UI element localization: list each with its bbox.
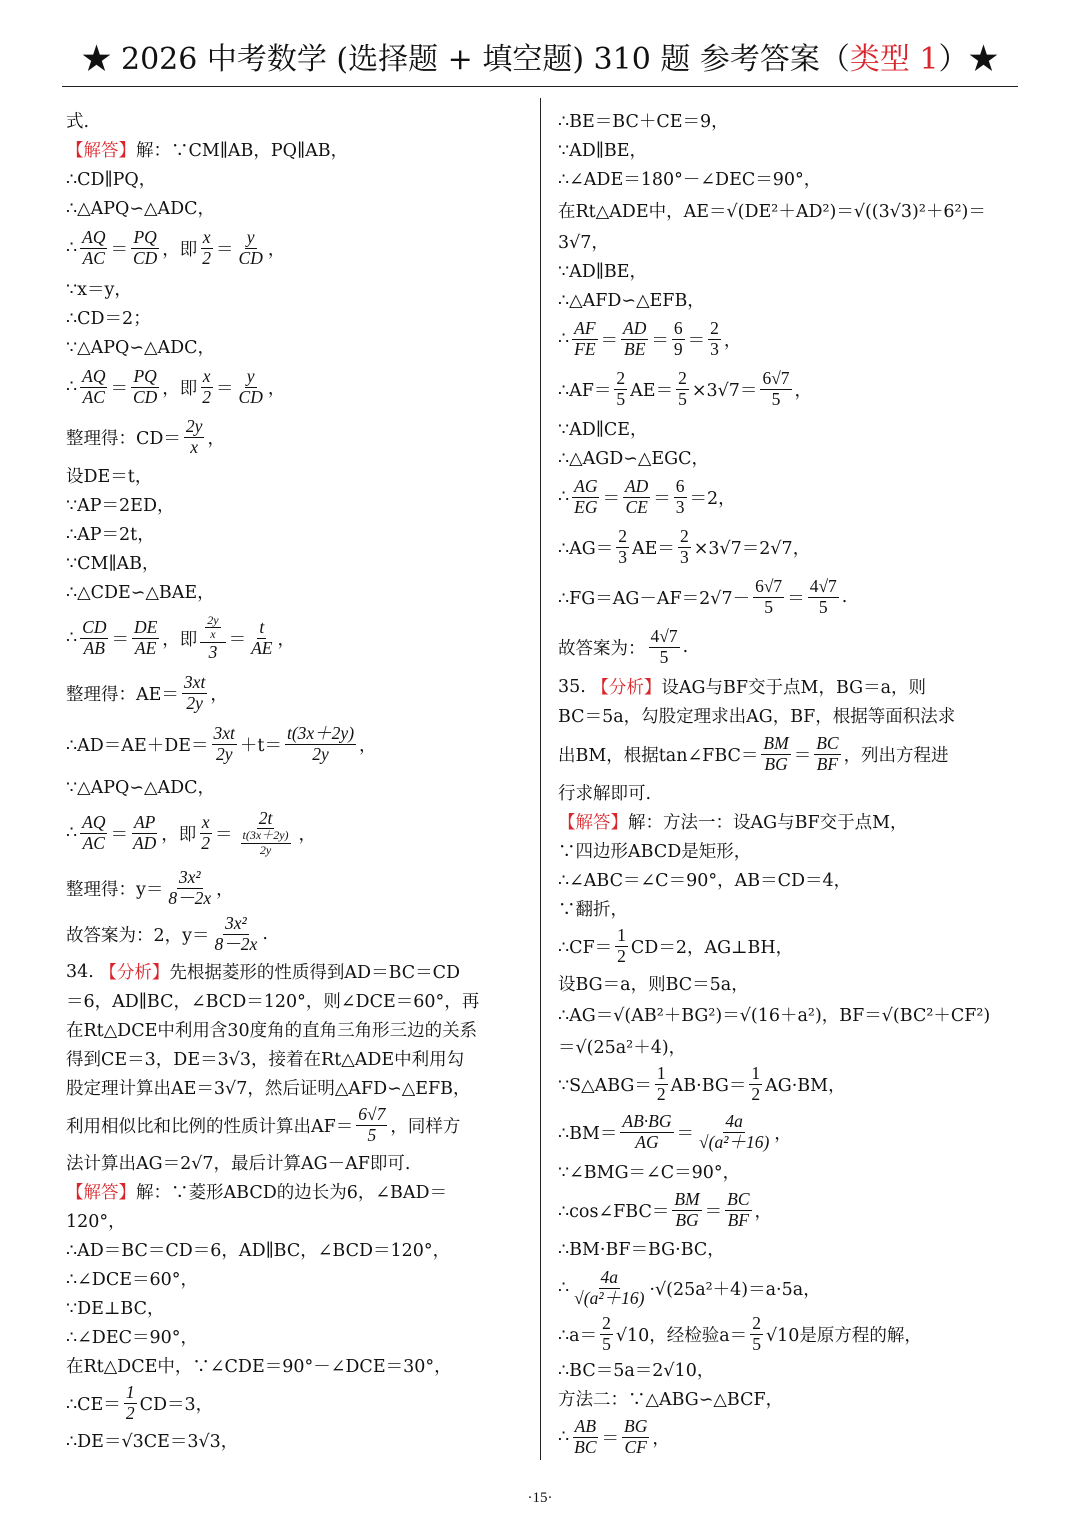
fraction: $\frac{y}{CD}$ [238,366,263,407]
line: ∴ $\frac{AQ}{AC}$ ＝ $\frac{PQ}{CD}$ ，即 $\frac{x}{2}$ ＝ $\frac{y}{CD}$ ， [66,366,286,407]
fraction: $\frac{6√7}{5}$ [762,368,790,409]
line: ∴AP＝2t， [66,525,155,545]
fraction: $\frac{t}{AE}$ [251,617,273,658]
line: 利用相似比和比例的性质计算出AF＝ $\frac{6√7}{5}$ ，同样方 [66,1104,461,1145]
fraction: $\frac{2}{3}$ [679,526,689,567]
line: 整理得：y＝ $\frac{\text{3x²}}{8-2x}$ ， [66,867,234,908]
line: ∵AD∥BE， [558,141,648,161]
line: ∴BM＝ $\frac{AB\cdot BG}{AG}$ ＝ $\frac{4a}{\text{√(a²＋16)}}$ ， [558,1111,792,1152]
line: ∵△APQ∽△ADC， [66,778,216,798]
line: ∴AG＝ $\frac{2}{3}$ AE＝ $\frac{2}{3}$ ×3√7＝2√7， [558,526,811,567]
fraction: $\frac{4a}{\text{√(a²＋16)}}$ [574,1267,645,1308]
fraction: $\frac{BC}{BF}$ [727,1189,750,1230]
line: ∴ $\frac{4a}{\text{√(a²＋16)}}$ ·√(25a²＋4)＝a·5a， [558,1267,821,1308]
fraction: $\frac{AF}{FE}$ [574,318,596,359]
line: ∴BC＝5a＝2√10， [558,1361,715,1381]
line: ∴△CDE∽△BAE， [66,583,215,603]
line: ∴CD∥PQ， [66,170,157,190]
line: ∵AD∥CE， [558,420,648,440]
line: ∵四边形ABCD是矩形， [558,842,752,862]
line: ∵AP＝2ED， [66,496,175,516]
line: ＝6，AD∥BC，∠BCD＝120°，则∠DCE＝60°，再 [66,992,480,1012]
fraction: $\frac{t(3x+2y)}{2y}$ [286,723,355,764]
fraction: $\frac{AQ}{AC}$ [82,812,106,853]
fraction: $\frac{y}{CD}$ [238,227,263,268]
line: ∴AG＝√(AB²＋BG²)＝√(16＋a²)，BF＝√(BC²＋CF²) [558,1006,991,1026]
fraction: $\frac{\frac{2y}{x}}{3}$ [200,614,225,662]
line: ∵x＝y， [66,280,132,300]
line: 出BM，根据tan∠FBC＝ $\frac{BM}{BG}$ ＝ $\frac{BC}{BF}$ ，列出方程进 [558,733,949,774]
fraction: $\frac{x}{2}$ [202,366,212,407]
fraction: $\frac{\text{3x²}}{8-2x}$ [168,867,212,908]
fraction: $\frac{AD}{BE}$ [623,318,647,359]
fraction: $\frac{AB\cdot BG}{AG}$ [622,1111,672,1152]
line: ∴BM·BF＝BG·BC， [558,1240,725,1260]
fraction: $\frac{2}{5}$ [602,1313,611,1354]
fraction: $\frac{6}{3}$ [675,476,685,517]
line: 设BG＝a，则BC＝5a， [558,975,749,995]
line: ∴AD＝BC＝CD＝6，AD∥BC，∠BCD＝120°， [66,1241,451,1261]
line: ∴∠ABC＝∠C＝90°，AB＝CD＝4， [558,871,852,891]
line: ∴∠DEC＝90°， [66,1328,199,1348]
fraction: $\frac{2y}{x}$ [185,416,203,457]
line: ∴ $\frac{AQ}{AC}$ ＝ $\frac{PQ}{CD}$ ，即 $\frac{x}{2}$ ＝ $\frac{y}{CD}$ ， [66,227,286,268]
fraction: $\frac{1}{2}$ [125,1382,135,1423]
line: 在Rt△DCE中，∵∠CDE＝90°－∠DCE＝30°， [66,1357,452,1377]
line: 在Rt△DCE中利用含30度角的直角三角形三边的关系 [66,1021,478,1041]
line: 式. [66,112,90,132]
line: 得到CE＝3，DE＝3√3，接着在Rt△ADE中利用勾 [66,1050,465,1070]
line: 3√7， [558,233,609,253]
analysis-tag: 【分析】 [99,963,170,983]
fraction: $\frac{x}{2}$ [201,812,211,853]
line: ∵△APQ∽△ADC， [66,338,216,358]
fraction: $\frac{BM}{BG}$ [763,733,789,774]
fraction: $\frac{PQ}{CD}$ [132,366,158,407]
fraction: $\frac{2}{5}$ [752,1313,761,1354]
line: ∴a＝ $\frac{2}{5}$ √10，经检验a＝ $\frac{2}{5}$ √10是原方程的解， [558,1313,922,1354]
line: ∴AF＝ $\frac{2}{5}$ AE＝ $\frac{2}{5}$ ×3√7＝ $\frac{6√7}{5}$ ， [558,368,813,409]
line: ∴△AFD∽△EFB， [558,291,705,311]
fraction: $\frac{AD}{CE}$ [624,476,649,517]
fraction: $\frac{2t}{\frac{t(3x+2y)}{2y}}$ [242,808,289,857]
line: 整理得：AE＝ $\frac{3xt}{2y}$ ， [66,672,228,713]
line: ∴CE＝ $\frac{1}{2}$ CD＝3， [66,1382,214,1423]
fraction: $\frac{3xt}{2y}$ [183,672,206,713]
line: ∴CF＝ $\frac{1}{2}$ CD＝2，AG⊥BH， [558,925,794,966]
line: ∵DE⊥BC， [66,1299,165,1319]
fraction: $\frac{AB}{BC}$ [574,1416,597,1457]
line: ∴ $\frac{AB}{BC}$ ＝ $\frac{BG}{CF}$ ， [558,1416,670,1457]
fraction: $\frac{2}{3}$ [710,318,719,359]
left-column [66,106,526,1455]
fraction: $\frac{AQ}{AC}$ [82,366,106,407]
fraction: $\frac{4√7}{5}$ [809,576,837,617]
fraction: $\frac{CD}{AB}$ [82,617,107,658]
fraction: $\frac{6√7}{5}$ [755,576,783,617]
page-number: ·15· [527,1490,553,1506]
fraction: $\frac{3xt}{2y}$ [213,723,235,764]
fraction: $\frac{PQ}{CD}$ [132,227,158,268]
fraction: $\frac{BM}{BG}$ [674,1189,700,1230]
line: ∴AD＝AE＋DE＝ $\frac{3xt}{2y}$ ＋t＝ $\frac{t(3x+2y)}{2y}$ ， [66,723,377,764]
line: 设DE＝t， [66,467,153,487]
line: ∴ $\frac{AF}{FE}$ ＝ $\frac{AD}{BE}$ ＝ $\frac{6}{9}$ ＝ $\frac{2}{3}$ ， [558,318,742,359]
line: 故答案为： $\frac{4√7}{5}$ . [558,626,689,667]
fraction: $\frac{4√7}{5}$ [650,626,678,667]
line: 【解答】 解：∵菱形ABCD的边长为6，∠BAD＝ [66,1177,526,1206]
line: ∵∠BMG＝∠C＝90°， [558,1163,741,1183]
header-title-prefix: ★ 2026 中考数学 (选择题 + 填空题) 310 题 参考答案（ [81,42,850,77]
fraction: $\frac{1}{2}$ [617,925,626,966]
line: ∴ $\frac{AG}{EG}$ ＝ $\frac{AD}{CE}$ ＝ $\frac{6}{3}$ ＝2， [558,476,736,517]
fraction: $\frac{2}{5}$ [616,368,626,409]
fraction: $\frac{2}{3}$ [618,526,628,567]
line: 整理得：CD＝ $\frac{2y}{x}$ ， [66,416,225,457]
line: ∴BE＝BC＋CE＝9， [558,112,729,132]
fraction: $\frac{4a}{\text{√(a²＋16)}}$ [699,1111,770,1152]
line: ∵S△ABG＝ $\frac{1}{2}$ AB·BG＝ $\frac{1}{2}$ AG·BM， [558,1063,846,1104]
fraction: $\frac{1}{2}$ [656,1063,666,1104]
line: ∵AD∥BE， [558,262,648,282]
line: 【解答】 解：∵CM∥AB，PQ∥AB， [66,135,526,164]
line: ∴CD＝2； [66,309,151,329]
answer-tag: 【解答】 [558,813,628,833]
fraction: $\frac{\text{3x²}}{8-2x}$ [214,913,258,954]
fraction: $\frac{1}{2}$ [751,1063,761,1104]
line: BC＝5a，勾股定理求出AG，BF，根据等面积法求 [558,707,956,727]
line: ∴ $\frac{CD}{AB}$ ＝ $\frac{DE}{AE}$ ，即 $\frac{\frac{2y}{x}}{3}$ ＝ $\frac{t}{AE}$ ， [66,613,295,662]
answer-tag: 【解答】 [66,141,136,161]
line: ∵翻折， [558,900,628,920]
line: ∴△APQ∽△ADC， [66,199,216,219]
line: ∴FG＝AG－AF＝2√7－ $\frac{6√7}{5}$ ＝ $\frac{4√7}{5}$ . [558,576,848,617]
line: 法计算出AG＝2√7，最后计算AG－AF即可. [66,1154,411,1174]
line: ∴ $\frac{AQ}{AC}$ ＝ $\frac{AP}{AD}$ ，即 $\frac{x}{2}$ ＝ $\frac{2t}{\frac{t(3x+2y)}{2y}}$ ， [66,808,317,857]
header-type-label: 类型 1 [849,42,939,77]
analysis-tag: 【分析】 [591,678,662,698]
line: ∵CM∥AB， [66,554,160,574]
fraction: $\frac{AG}{EG}$ [574,476,598,517]
fraction: $\frac{AQ}{AC}$ [82,227,106,268]
line: ∴∠DCE＝60°， [66,1270,199,1290]
line: 120°， [66,1212,126,1232]
fraction: $\frac{BC}{BF}$ [816,733,839,774]
line: 【解答】 解：方法一：设AG与BF交于点M， [558,807,1014,836]
fraction: $\frac{6}{9}$ [673,318,683,359]
line: 方法二：∵△ABG∽△BCF， [558,1390,784,1410]
answer-tag: 【解答】 [66,1183,136,1203]
line: ＝√(25a²＋4)， [558,1037,687,1058]
line: 故答案为：2，y＝ $\frac{\text{3x²}}{8-2x}$ . [66,913,268,954]
fraction: $\frac{DE}{AE}$ [133,617,158,658]
header-title-suffix: ）★ [938,42,999,77]
fraction: $\frac{6√7}{5}$ [358,1104,386,1145]
right-column [558,106,1014,1461]
fraction: $\frac{x}{2}$ [202,227,212,268]
line: 35. 【分析】 设AG与BF交于点M，BG＝a，则 [558,672,1014,701]
fraction: $\frac{AP}{AD}$ [132,812,157,853]
line: 股定理计算出AE＝3√7，然后证明△AFD∽△EFB， [66,1079,471,1099]
line: 34. 【分析】 先根据菱形的性质得到AD＝BC＝CD [66,957,526,986]
fraction: $\frac{2}{5}$ [678,368,687,409]
line: ∴∠ADE＝180°－∠DEC＝90°， [558,170,822,190]
line: ∴△AGD∽△EGC， [558,449,710,469]
column-divider [540,98,541,1460]
line: 在Rt△ADE中，AE＝√(DE²＋AD²)＝√((3√3)²＋6²)＝ [558,201,986,222]
fraction: $\frac{BG}{CF}$ [624,1416,648,1457]
header-rule [62,86,1018,87]
line: 行求解即可. [558,784,652,804]
line: ∴cos∠FBC＝ $\frac{BM}{BG}$ ＝ $\frac{BC}{BF}$ ， [558,1189,772,1230]
line: ∴DE＝√3CE＝3√3， [66,1432,239,1452]
page-header [0,38,1080,82]
